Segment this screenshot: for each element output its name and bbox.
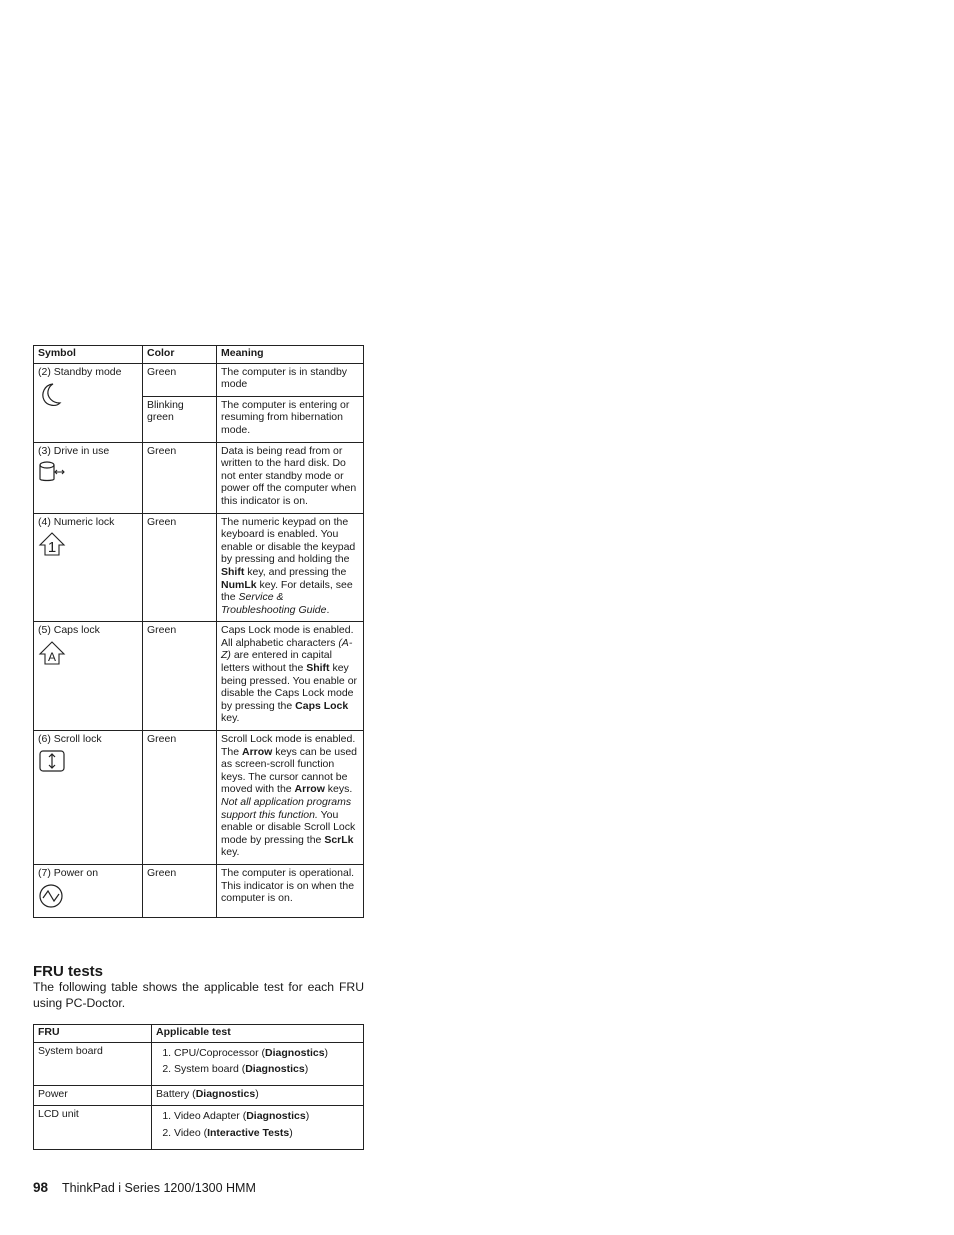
table-row <box>34 1106 364 1149</box>
text-run: Diagnostics <box>246 1110 306 1123</box>
text-run: The computer is in standby mode <box>221 365 348 391</box>
symbol-label: (2) Standby mode <box>38 365 122 378</box>
table-row <box>34 731 364 865</box>
text-run: Battery ( <box>156 1087 196 1100</box>
meaning-cell <box>217 513 364 622</box>
text-run: ) <box>304 1063 309 1076</box>
text-run: Caps Lock mode is enabled. All alphabetic characters <box>221 624 354 649</box>
text-run: ) <box>305 1110 310 1123</box>
fru-tests-heading: FRU tests <box>33 963 104 980</box>
caps-lock-icon <box>38 640 138 670</box>
page-number: 98 <box>33 1180 49 1195</box>
color-cell: Green <box>143 442 217 513</box>
color-cell: Green <box>143 731 217 865</box>
text-run: The numeric keypad on the keyboard is enabled. You enable or disable the keypad by pressing and holding the <box>221 515 356 566</box>
symbol-cell <box>34 363 143 442</box>
text-run: . <box>326 603 330 616</box>
table-row <box>34 1085 364 1106</box>
fru-tests-intro: The following table shows the applicable test for each FRU using PC-Doctor. <box>33 980 364 1010</box>
symbol-label: (5) Caps lock <box>38 624 100 637</box>
text-run: Caps Lock <box>295 699 349 712</box>
meaning-cell <box>217 363 364 396</box>
header-fru: FRU <box>34 1025 152 1043</box>
document-title: ThinkPad i Series 1200/1300 HMM <box>62 1181 256 1195</box>
applicable-test-cell <box>152 1042 364 1085</box>
text-run: Arrow <box>294 783 325 796</box>
color-cell: Blinking green <box>143 396 217 442</box>
text-run: Arrow <box>242 745 273 758</box>
header-symbol: Symbol <box>34 346 143 364</box>
meaning-cell <box>217 622 364 731</box>
color-cell: Green <box>143 622 217 731</box>
symbol-label: (7) Power on <box>38 866 99 879</box>
table-row <box>34 363 364 396</box>
text-run: ScrLk <box>324 833 354 846</box>
meaning-cell <box>217 442 364 513</box>
text-run: The computer is entering or resuming from hibernation mode. <box>221 398 350 436</box>
svg-text:A: A <box>47 649 57 664</box>
text-run: are entered in capital letters without the <box>221 649 332 675</box>
text-run: Shift <box>306 662 330 675</box>
text-run: (A-Z) <box>221 636 353 662</box>
text-run: key. <box>221 846 240 859</box>
text-run: ) <box>255 1087 259 1100</box>
applicable-test-cell <box>152 1106 364 1149</box>
symbol-label: (3) Drive in use <box>38 444 110 457</box>
text-run: CPU/Coprocessor ( <box>174 1046 266 1059</box>
text-run: You enable or disable Scroll Lock mode by pressing the <box>221 808 356 846</box>
text-run: Video ( <box>174 1126 208 1139</box>
text-run: key, and pressing the <box>244 565 347 578</box>
text-run: Video Adapter ( <box>174 1110 247 1123</box>
text-run: Interactive Tests <box>207 1126 290 1139</box>
text-run: Service & Troubleshooting Guide <box>221 591 327 616</box>
color-cell: Green <box>143 513 217 622</box>
text-run: Diagnostics <box>245 1063 305 1076</box>
table-header-row <box>34 346 364 364</box>
svg-text:1: 1 <box>47 539 57 557</box>
table-row <box>34 442 364 513</box>
meaning-cell <box>217 731 364 865</box>
text-run: Not all application programs support this function. <box>221 796 352 821</box>
header-applicable-test: Applicable test <box>152 1025 364 1043</box>
fru-cell: System board <box>34 1042 152 1085</box>
symbol-label: (4) Numeric lock <box>38 515 115 528</box>
table-row <box>34 513 364 622</box>
list-item <box>174 1063 359 1076</box>
indicator-table-body <box>34 363 364 918</box>
symbol-cell <box>34 513 143 622</box>
text-run: key. <box>221 712 240 725</box>
text-run: ) <box>324 1046 329 1059</box>
symbol-cell <box>34 731 143 865</box>
indicator-table <box>33 345 364 918</box>
fru-table-body <box>34 1042 364 1149</box>
text-run: NumLk <box>221 578 257 591</box>
text-run: Scroll Lock mode is enabled. The <box>221 733 356 758</box>
text-run: keys. <box>324 783 353 796</box>
table-header-row <box>34 1025 364 1043</box>
moon-icon <box>38 381 138 413</box>
text-run: key. For details, see the <box>221 578 353 604</box>
text-run: ) <box>289 1126 293 1139</box>
text-run: Shift <box>221 565 245 578</box>
numeric-lock-icon <box>38 531 138 561</box>
applicable-test-cell <box>152 1085 364 1106</box>
test-list <box>156 1110 359 1139</box>
drive-icon <box>38 460 138 488</box>
test-list <box>156 1047 359 1076</box>
list-item <box>174 1047 359 1060</box>
fru-table <box>33 1024 364 1150</box>
text-run: key being pressed. You enable or disable the Caps Lock mode by pressing the <box>221 662 358 712</box>
table-row <box>34 864 364 917</box>
symbol-label: (6) Scroll lock <box>38 733 102 746</box>
fru-cell: LCD unit <box>34 1106 152 1149</box>
text-run: The computer is operational. This indicator is on when the computer is on. <box>221 866 355 905</box>
symbol-cell <box>34 864 143 917</box>
color-cell: Green <box>143 363 217 396</box>
header-color: Color <box>143 346 217 364</box>
list-item <box>174 1127 359 1140</box>
text-run: Diagnostics <box>195 1087 256 1100</box>
fru-cell: Power <box>34 1085 152 1106</box>
list-item <box>174 1110 359 1123</box>
page-footer <box>33 1180 256 1195</box>
symbol-cell <box>34 622 143 731</box>
text-run: keys can be used as screen-scroll function keys. The cursor cannot be moved with the <box>221 745 357 796</box>
table-row <box>34 1042 364 1085</box>
text-run: Diagnostics <box>265 1046 325 1059</box>
color-cell: Green <box>143 864 217 917</box>
scroll-lock-icon <box>38 749 138 777</box>
header-meaning: Meaning <box>217 346 364 364</box>
meaning-cell <box>217 864 364 917</box>
table-row <box>34 622 364 731</box>
text-run: System board ( <box>174 1063 246 1076</box>
text-run: Data is being read from or written to the hard disk. Do not enter standby mode or power off the computer when this indicator is on. <box>221 444 357 507</box>
symbol-cell <box>34 442 143 513</box>
meaning-cell <box>217 396 364 442</box>
power-icon <box>38 883 138 913</box>
